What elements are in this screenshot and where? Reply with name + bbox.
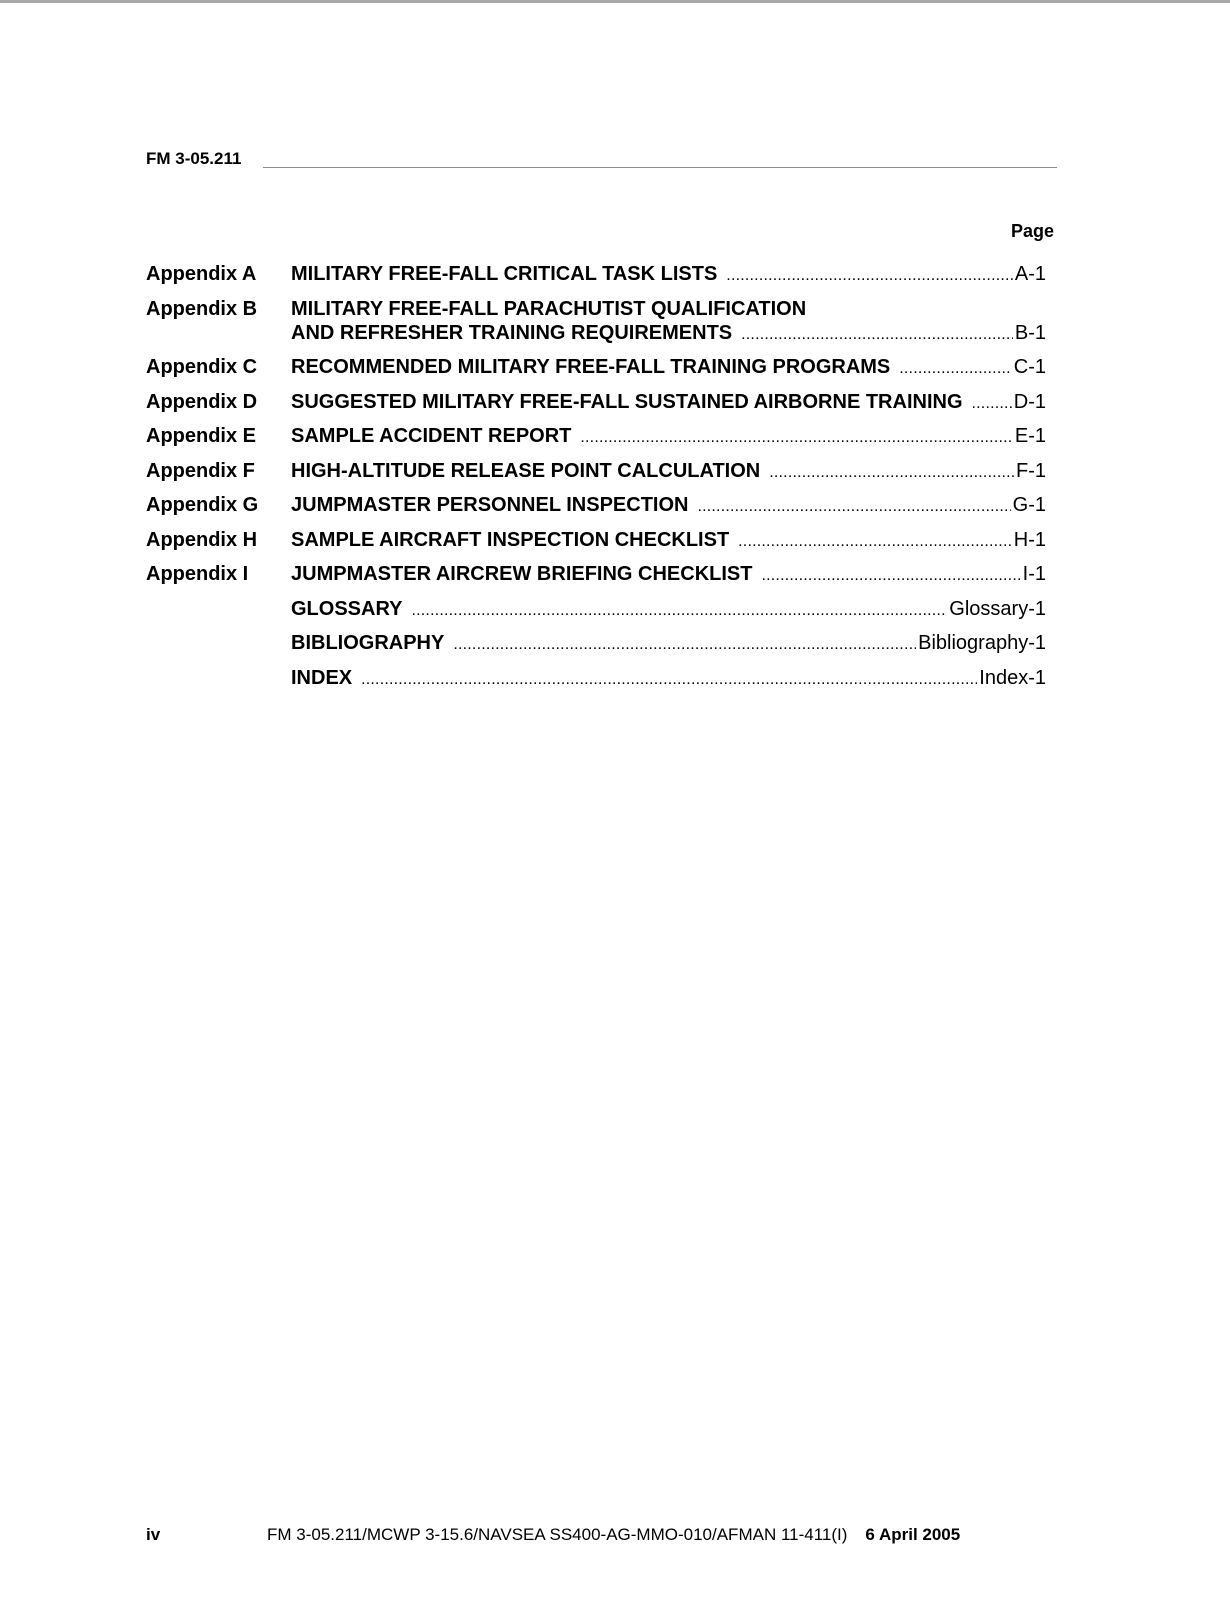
dot-leader — [741, 323, 1013, 347]
toc-entry-appendix-b[interactable] — [146, 297, 1046, 347]
toc-entry-appendix-d[interactable] — [146, 390, 1046, 416]
toc-entry-appendix-i[interactable] — [146, 562, 1046, 588]
toc-entry-label: Appendix B — [146, 297, 258, 320]
toc-entry-label: Appendix E — [146, 425, 257, 447]
toc-entry-glossary[interactable] — [146, 597, 1046, 623]
toc-entry-title: INDEX — [291, 666, 353, 689]
toc-entry-title: GLOSSARY — [291, 597, 403, 620]
toc-entry-appendix-f[interactable] — [146, 459, 1046, 485]
toc-entry-title-line1: MILITARY FREE-FALL PARACHUTIST QUALIFICATION — [291, 297, 807, 320]
footer-publication-line — [267, 1525, 960, 1545]
toc-entry-label: Appendix H — [146, 528, 258, 551]
dot-leader — [412, 599, 948, 623]
toc-entry-page: H-1 — [1013, 528, 1046, 551]
toc-entry-page: Glossary-1 — [949, 597, 1046, 620]
page-column-label: Page — [1010, 221, 1054, 241]
header-doc-id: FM 3-05.211 — [146, 149, 242, 168]
dot-leader — [761, 564, 1020, 588]
page-top-border — [0, 0, 1230, 3]
toc-entry-appendix-h[interactable] — [146, 528, 1046, 554]
toc-entry-page: F-1 — [1016, 459, 1046, 482]
toc-entry-page: I-1 — [1022, 563, 1046, 585]
table-of-contents — [146, 262, 1046, 700]
toc-entry-bibliography[interactable] — [146, 631, 1046, 657]
toc-entry-title: JUMPMASTER PERSONNEL INSPECTION — [291, 494, 689, 516]
header-rule — [263, 167, 1057, 168]
toc-entry-title: SAMPLE AIRCRAFT INSPECTION CHECKLIST — [291, 528, 730, 551]
toc-entry-label: Appendix I — [146, 563, 249, 585]
toc-entry-title: MILITARY FREE-FALL CRITICAL TASK LISTS — [291, 263, 718, 285]
toc-entry-appendix-c[interactable] — [146, 355, 1046, 381]
toc-entry-label: Appendix C — [146, 356, 258, 378]
dot-leader — [453, 633, 916, 657]
toc-entry-title: SUGGESTED MILITARY FREE-FALL SUSTAINED AIRBORNE TRAINING — [291, 390, 963, 413]
toc-entry-appendix-a[interactable] — [146, 262, 1046, 288]
footer-date: 6 April 2005 — [865, 1525, 961, 1544]
toc-entry-title: HIGH-ALTITUDE RELEASE POINT CALCULATION — [291, 459, 761, 482]
dot-leader — [361, 668, 977, 692]
toc-entry-appendix-g[interactable] — [146, 493, 1046, 519]
toc-entry-title: RECOMMENDED MILITARY FREE-FALL TRAINING PROGRAMS — [291, 356, 891, 378]
toc-entry-page: B-1 — [1014, 321, 1046, 344]
dot-leader — [769, 461, 1014, 485]
dot-leader — [580, 426, 1012, 450]
toc-entry-page: E-1 — [1014, 425, 1046, 447]
dot-leader — [738, 530, 1012, 554]
toc-entry-page: D-1 — [1013, 390, 1046, 413]
toc-entry-page: Index-1 — [979, 666, 1046, 689]
dot-leader — [697, 495, 1010, 519]
toc-entry-appendix-e[interactable] — [146, 424, 1046, 450]
toc-entry-title: BIBLIOGRAPHY — [291, 632, 445, 654]
toc-entry-page: C-1 — [1013, 356, 1046, 378]
running-header — [146, 146, 1057, 170]
dot-leader — [972, 392, 1012, 416]
dot-leader — [899, 357, 1012, 381]
toc-entry-label: Appendix D — [146, 390, 258, 413]
toc-entry-label: Appendix F — [146, 459, 255, 482]
toc-entry-page: A-1 — [1014, 263, 1046, 285]
page-number: iv — [146, 1525, 161, 1544]
toc-entry-label: Appendix A — [146, 263, 257, 285]
toc-entry-title: AND REFRESHER TRAINING REQUIREMENTS — [291, 321, 733, 344]
toc-entry-page: G-1 — [1012, 494, 1046, 516]
toc-entry-title: SAMPLE ACCIDENT REPORT — [291, 425, 572, 447]
toc-entry-index[interactable] — [146, 666, 1046, 692]
footer-publication: FM 3-05.211/MCWP 3-15.6/NAVSEA SS400-AG-MMO-010/AFMAN 11-411(I) — [267, 1525, 848, 1544]
dot-leader — [726, 264, 1013, 288]
toc-entry-label: Appendix G — [146, 494, 259, 516]
toc-entry-title: JUMPMASTER AIRCREW BRIEFING CHECKLIST — [291, 563, 753, 585]
toc-entry-page: Bibliography-1 — [918, 632, 1046, 654]
